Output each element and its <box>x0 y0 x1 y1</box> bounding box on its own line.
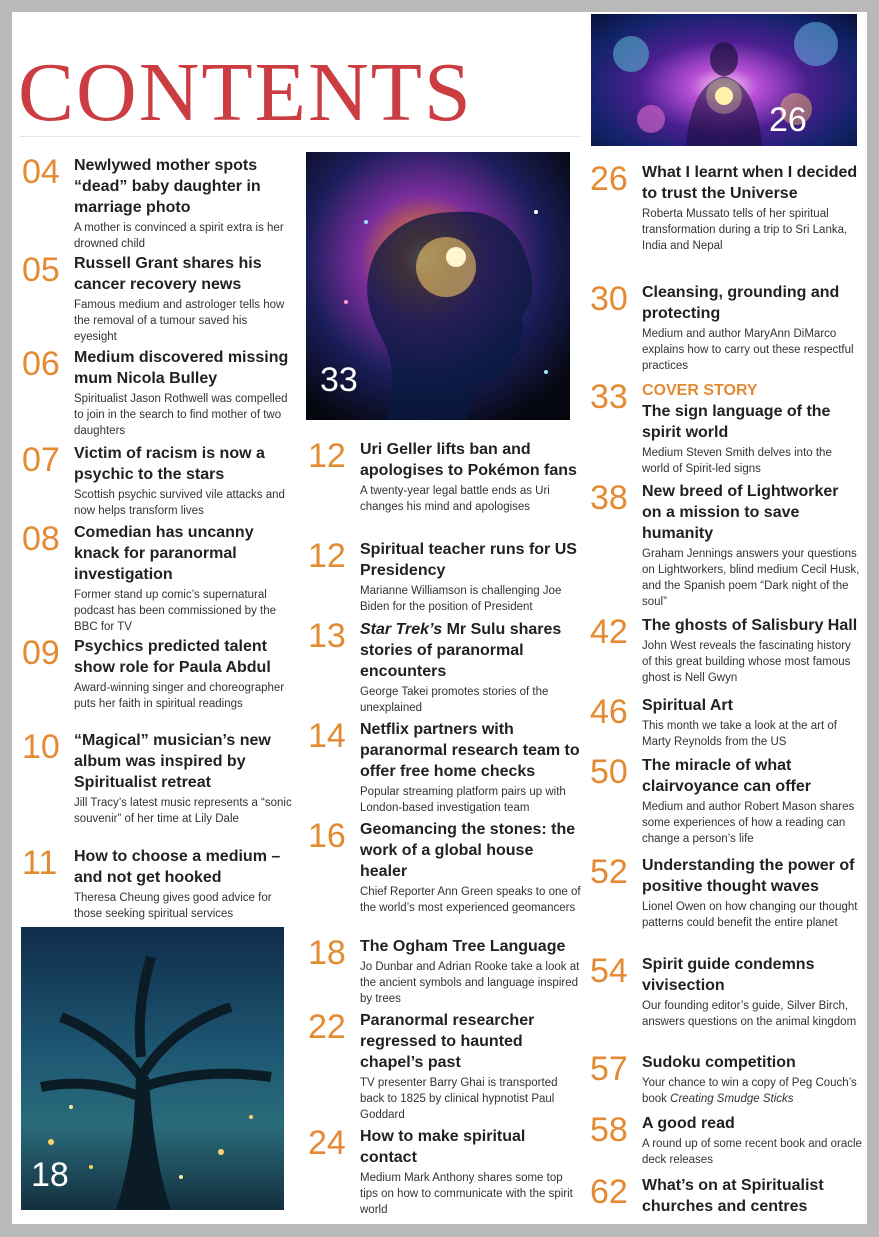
toc-entry[interactable] <box>22 347 292 439</box>
toc-entry[interactable] <box>590 162 862 254</box>
entry-description: TV presenter Barry Ghai is transported back to 1825 by clinical hypnotist Paul Goddard <box>360 1077 558 1121</box>
cover-brain-image-label: 33 <box>320 361 358 399</box>
entry-title: Cleansing, grounding and protecting <box>642 284 840 322</box>
entry-description: A twenty-year legal battle ends as Uri changes his mind and apologises <box>360 485 550 513</box>
page-number: 07 <box>22 441 60 479</box>
entry-title: How to make spiritual contact <box>360 1128 526 1166</box>
page-number: 05 <box>22 251 60 289</box>
page-number: 13 <box>308 617 346 655</box>
entry-title: What’s on at Spiritualist churches and centres <box>642 1177 824 1215</box>
page-number: 58 <box>590 1111 628 1149</box>
page-number: 12 <box>308 537 346 575</box>
entry-description: George Takei promotes stories of the unexplained <box>360 686 549 714</box>
page-number: 24 <box>308 1124 346 1162</box>
entry-description: John West reveals the fascinating history of this great building whose most famous ghost is Nell Gwyn <box>642 640 851 684</box>
page-title: CONTENTS <box>18 46 473 139</box>
toc-entry[interactable] <box>590 1113 862 1168</box>
toc-entry[interactable] <box>308 936 583 1007</box>
page-number: 62 <box>590 1173 628 1211</box>
entry-title: Psychics predicted talent show role for Paula Abdul <box>74 638 271 676</box>
entry-description: Scottish psychic survived vile attacks and now helps transform lives <box>74 489 285 517</box>
meditation-image[interactable] <box>591 14 857 146</box>
title-divider <box>20 136 580 137</box>
entry-description-text: Your chance to win a copy of Peg Couch’s book <box>642 1077 857 1105</box>
entry-title: Sudoku competition <box>642 1054 796 1071</box>
page-number: 11 <box>22 844 58 882</box>
cover-brain-image[interactable] <box>306 152 570 420</box>
toc-entry[interactable] <box>590 481 862 610</box>
entry-description: Our founding editor’s guide, Silver Birch, answers questions on the animal kingdom <box>642 1000 857 1028</box>
tree-image[interactable] <box>21 927 284 1210</box>
page-number: 50 <box>590 753 628 791</box>
page-number: 08 <box>22 520 60 558</box>
entry-title-italic: Star Trek’s <box>360 621 443 638</box>
toc-entry[interactable] <box>308 819 583 916</box>
entry-title <box>360 619 583 682</box>
entry-description: Graham Jennings answers your questions on Lightworkers, blind medium Cecil Husk, and the Spanish poem “Dark night of the soul” <box>642 548 860 608</box>
cover-story-kicker: COVER STORY <box>642 382 758 399</box>
entry-title: “Magical” musician’s new album was inspired by Spiritualist retreat <box>74 732 271 791</box>
page-number: 06 <box>22 345 60 383</box>
entry-title: Medium discovered missing mum Nicola Bulley <box>74 349 289 387</box>
toc-entry[interactable] <box>22 155 292 252</box>
page-number: 52 <box>590 853 628 891</box>
toc-entry[interactable] <box>590 954 862 1030</box>
entry-description: Lionel Owen on how changing our thought patterns could benefit the entire planet <box>642 901 858 929</box>
entry-description: This month we take a look at the art of Marty Reynolds from the US <box>642 720 837 748</box>
entry-description: Roberta Mussato tells of her spiritual transformation during a trip to Sri Lanka, India and Nepal <box>642 208 848 252</box>
page-number: 26 <box>590 160 628 198</box>
page-number: 30 <box>590 280 628 318</box>
page-number: 33 <box>590 378 628 416</box>
toc-entry[interactable] <box>308 619 583 716</box>
entry-title: Comedian has uncanny knack for paranormal investigation <box>74 524 254 583</box>
toc-entry[interactable] <box>308 1126 583 1218</box>
toc-entry[interactable] <box>590 695 862 750</box>
page-number: 38 <box>590 479 628 517</box>
entry-title: The miracle of what clairvoyance can offer <box>642 757 811 795</box>
toc-entry[interactable] <box>590 755 862 847</box>
entry-description: Theresa Cheung gives good advice for those seeking spiritual services <box>74 892 272 920</box>
toc-entry[interactable] <box>22 730 292 827</box>
entry-description: Spiritualist Jason Rothwell was compelled to join in the search to find mother of two daughters <box>74 393 288 437</box>
entry-description: Award-winning singer and choreographer puts her faith in spiritual readings <box>74 682 285 710</box>
entry-description: Famous medium and astrologer tells how the removal of a tumour saved his eyesight <box>74 299 285 343</box>
page-number: 10 <box>22 728 60 766</box>
toc-entry[interactable] <box>308 719 583 816</box>
entry-title: New breed of Lightworker on a mission to save humanity <box>642 483 839 542</box>
entry-description: A round up of some recent book and oracle deck releases <box>642 1138 862 1166</box>
entry-title: The ghosts of Salisbury Hall <box>642 617 858 634</box>
toc-entry[interactable] <box>590 855 862 931</box>
entry-description: A mother is convinced a spirit extra is her drowned child <box>74 222 284 250</box>
entry-title: Paranormal researcher regressed to haunted chapel’s past <box>360 1012 535 1071</box>
toc-entry[interactable] <box>590 1175 862 1217</box>
page-number: 04 <box>22 153 60 191</box>
toc-entry[interactable] <box>22 443 292 519</box>
toc-entry[interactable] <box>22 636 292 712</box>
entry-description: Former stand up comic’s supernatural podcast has been commissioned by the BBC for TV <box>74 589 277 633</box>
entry-description: Popular streaming platform pairs up with London-based investigation team <box>360 786 566 814</box>
contents-page <box>12 12 867 1224</box>
entry-title: The Ogham Tree Language <box>360 938 566 955</box>
entry-description <box>642 1075 862 1107</box>
toc-entry[interactable] <box>22 846 292 922</box>
page-number: 46 <box>590 693 628 731</box>
meditation-image-label: 26 <box>769 101 807 139</box>
entry-title: Victim of racism is now a psychic to the stars <box>74 445 265 483</box>
entry-description: Medium and author Robert Mason shares some experiences of how a reading can change a person’s life <box>642 801 855 845</box>
toc-entry[interactable] <box>590 615 862 686</box>
entry-description: Marianne Williamson is challenging Joe Biden for the position of President <box>360 585 562 613</box>
entry-title: Spiritual Art <box>642 697 733 714</box>
toc-entry[interactable] <box>590 282 862 374</box>
toc-entry[interactable] <box>590 1052 862 1107</box>
entry-title: Uri Geller lifts ban and apologises to Pokémon fans <box>360 441 577 479</box>
entry-title: Newlywed mother spots “dead” baby daughter in marriage photo <box>74 157 261 216</box>
page-number: 12 <box>308 437 346 475</box>
page-number: 42 <box>590 613 628 651</box>
entry-description: Medium Mark Anthony shares some top tips on how to communicate with the spirit world <box>360 1172 573 1216</box>
page-number: 09 <box>22 634 60 672</box>
entry-title: Geomancing the stones: the work of a global house healer <box>360 821 576 880</box>
entry-title: Netflix partners with paranormal research team to offer free home checks <box>360 721 580 780</box>
entry-description: Medium Steven Smith delves into the world of Spirit-led signs <box>642 447 832 475</box>
entry-title: What I learnt when I decided to trust the Universe <box>642 164 858 202</box>
toc-entry[interactable] <box>22 522 292 635</box>
entry-title: Understanding the power of positive thought waves <box>642 857 855 895</box>
entry-title: Spirit guide condemns vivisection <box>642 956 815 994</box>
entry-title-rest: Mr Sulu shares stories of paranormal encounters <box>360 621 562 680</box>
toc-entry[interactable] <box>22 253 292 345</box>
entry-description: Chief Reporter Ann Green speaks to one of the world’s most experienced geomancers <box>360 886 581 914</box>
page-number: 22 <box>308 1008 346 1046</box>
entry-title: Russell Grant shares his cancer recovery news <box>74 255 262 293</box>
entry-description-italic: Creating Smudge Sticks <box>670 1093 794 1105</box>
page-number: 57 <box>590 1050 628 1088</box>
toc-entry[interactable] <box>590 380 862 477</box>
toc-entry[interactable] <box>308 1010 583 1123</box>
page-number: 14 <box>308 717 346 755</box>
entry-description: Medium and author MaryAnn DiMarco explains how to carry out these respectful practices <box>642 328 854 372</box>
entry-description: Jill Tracy’s latest music represents a “sonic souvenir” of her time at Lily Dale <box>74 797 292 825</box>
page-number: 54 <box>590 952 628 990</box>
toc-entry[interactable] <box>308 539 583 615</box>
entry-title: A good read <box>642 1115 735 1132</box>
entry-description: Jo Dunbar and Adrian Rooke take a look at the ancient symbols and language inspired by trees <box>360 961 580 1005</box>
entry-title: The sign language of the spirit world <box>642 403 831 441</box>
entry-title: How to choose a medium – and not get hooked <box>74 848 281 886</box>
page-number: 18 <box>308 934 346 972</box>
page-number: 16 <box>308 817 346 855</box>
toc-entry[interactable] <box>308 439 583 515</box>
entry-title: Spiritual teacher runs for US Presidency <box>360 541 577 579</box>
tree-image-label: 18 <box>31 1156 69 1194</box>
